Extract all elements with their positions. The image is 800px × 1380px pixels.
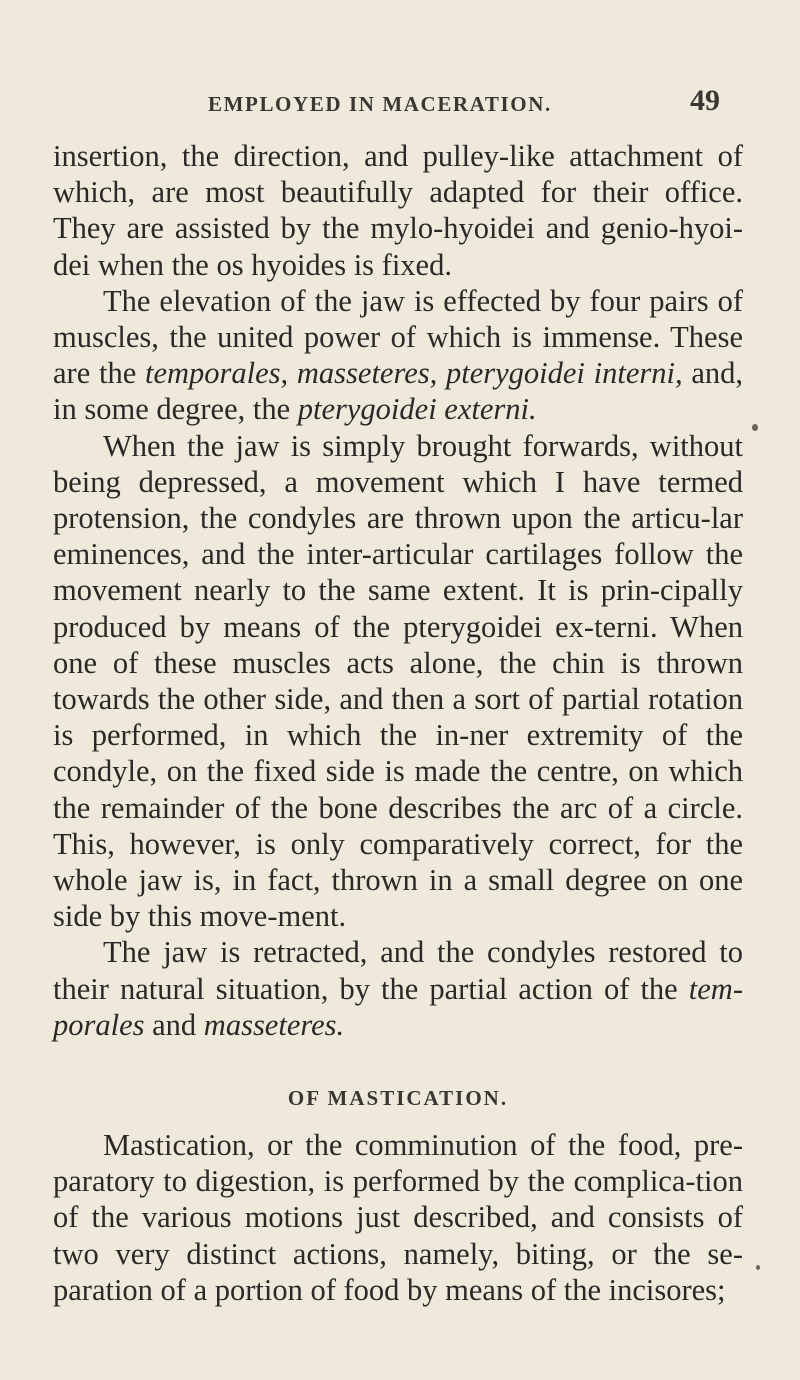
paragraph-4-italic-2: masseteres. [203, 1007, 345, 1042]
section-heading: OF MASTICATION. [287, 1086, 509, 1111]
paragraph-3: When the jaw is simply brought forwards, without being depressed, a movement which I have termed protension, the condyles are thrown upon the articu-lar eminences, and the inter-articular cartilages follow the movement nearly to the same extent. It is prin-cipally produced by means of the pterygoidei ex-terni. When one of these muscles acts alone, the chin is thrown towards the other side, and then a sort of partial rotation is performed, in which the in-ner extremity of the condyle, on the fixed side is made the centre, on which the remainder of the bone describes the arc of a circle. This, however, is only comparatively correct, for the whole jaw is, in fact, thrown in a small degree on one side by this move-ment. [53, 428, 743, 934]
paragraph-4 [53, 934, 743, 1043]
paragraph-1: insertion, the direction, and pulley-like attachment of which, are most beautifully adapted for their office. They are assisted by the mylo-hyoidei and genio-hyoi-dei when the os hyoides is fixed. [53, 139, 743, 282]
paragraph-2-text-1: The elevation of the jaw is effected by four pairs of muscles, the united power of which is immense. These are the [53, 283, 743, 391]
running-head-title: EMPLOYED IN MACERATION. [208, 92, 552, 116]
paragraph-4-text-2: and [144, 1007, 204, 1042]
section-paragraph: Mastication, or the comminution of the food, pre-paratory to digestion, is performed by the complica-tion of the various motions just described, and consists of two very distinct actions, namely, biting, or the se-paration of a portion of food by means of the incisores; [53, 1128, 743, 1307]
paragraph-2-text-2: and, in some degree, the [53, 356, 743, 427]
paragraph-4-text-1: The jaw is retracted, and the condyles restored to their natural situation, by the partial action of the [53, 935, 743, 1006]
body-text [53, 138, 743, 1308]
running-header [200, 84, 720, 120]
page-number: 49 [690, 84, 720, 117]
paragraph-2-italic-2: pterygoidei externi. [297, 392, 537, 427]
paper-speck [752, 424, 758, 431]
paragraph-4-italic-1: tem-porales [53, 971, 743, 1042]
paragraph-2 [53, 283, 743, 428]
paragraph-2-italic-1: temporales, masseteres, pterygoidei interni, [144, 356, 683, 391]
paper-speck [756, 1265, 760, 1270]
